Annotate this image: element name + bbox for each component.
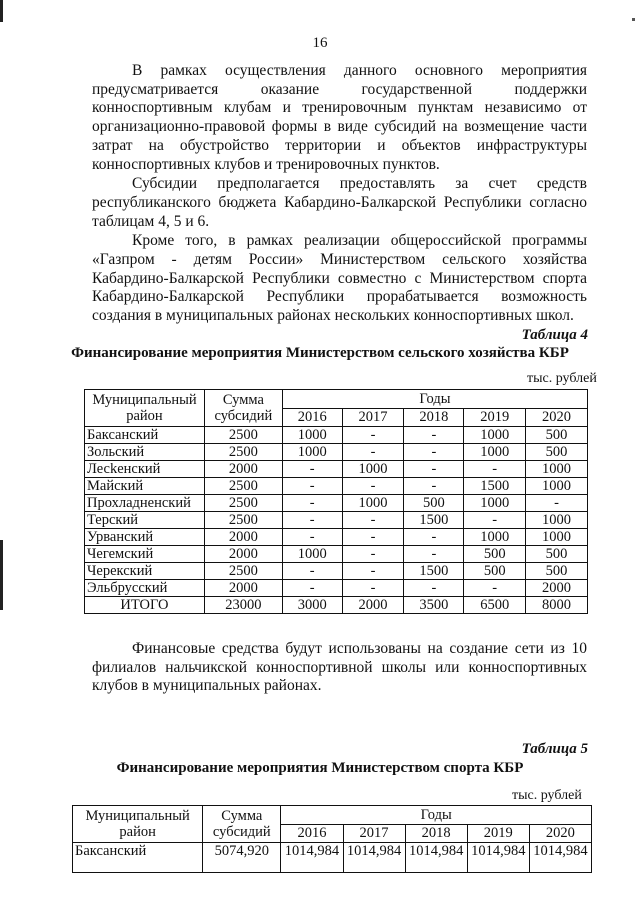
table4-caption: Таблица 4 bbox=[521, 327, 588, 343]
table4-district: Урванский bbox=[85, 529, 205, 546]
table4-value-2017: - bbox=[342, 512, 404, 529]
table4-value-2018: - bbox=[404, 478, 464, 495]
table4-value-2018: 1500 bbox=[404, 563, 464, 580]
table5-units: тыс. рублей bbox=[512, 788, 582, 803]
table4-value-2018: - bbox=[404, 444, 464, 461]
page-number: 16 bbox=[312, 35, 328, 51]
table5-sum: 5074,920 bbox=[203, 843, 281, 873]
table4-year-2017: 2017 bbox=[342, 408, 404, 427]
table4-value-2016: 1000 bbox=[282, 546, 342, 563]
table4-header-years: Годы bbox=[282, 390, 587, 409]
table4-value-2016: - bbox=[282, 478, 342, 495]
paragraph-1: В рамках осуществления данного основного мероприятия предусматривается оказание государственной поддержки конноспортивным клубам и тренировочным пунктам независимо от организационно-правовой формы в виде субсидий на возмещение части затрат на обустройство территории и объектов инфраструктуры конноспортивных клубов и тренировочных пунктов. bbox=[92, 62, 587, 173]
table4-value-2019: 500 bbox=[464, 563, 526, 580]
table4-value-2020: 1000 bbox=[526, 461, 588, 478]
table4-total-2020: 8000 bbox=[526, 597, 588, 614]
table4-value-2019: 1000 bbox=[464, 444, 526, 461]
after-table4-text bbox=[92, 640, 587, 696]
table5-title: Финансирование мероприятия Министерством спорта КБР bbox=[116, 760, 524, 776]
table4-total-label: ИТОГО bbox=[85, 597, 205, 614]
table-row bbox=[85, 529, 588, 546]
table4-sum: 2500 bbox=[204, 427, 282, 444]
table4-district: Черекский bbox=[85, 563, 205, 580]
table5-year-2018: 2018 bbox=[405, 824, 467, 843]
table-row bbox=[85, 444, 588, 461]
table4-total-2019: 6500 bbox=[464, 597, 526, 614]
table4-year-2019: 2019 bbox=[464, 408, 526, 427]
table4-value-2020: 2000 bbox=[526, 580, 588, 597]
table4-value-2017: 1000 bbox=[342, 461, 404, 478]
table4-district: Зольский bbox=[85, 444, 205, 461]
table5-value-2016: 1014,984 bbox=[281, 843, 343, 873]
table4-value-2020: 500 bbox=[526, 427, 588, 444]
table4-value-2017: - bbox=[342, 546, 404, 563]
table5-year-2020: 2020 bbox=[529, 824, 591, 843]
table-row bbox=[85, 478, 588, 495]
table4-value-2018: - bbox=[404, 546, 464, 563]
table4-value-2016: - bbox=[282, 580, 342, 597]
table5 bbox=[72, 805, 592, 873]
table4-district: Чегемский bbox=[85, 546, 205, 563]
table4-value-2016: - bbox=[282, 512, 342, 529]
table4-value-2016: - bbox=[282, 563, 342, 580]
table4-year-2016: 2016 bbox=[282, 408, 342, 427]
table4-value-2018: - bbox=[404, 461, 464, 478]
table4-value-2017: - bbox=[342, 444, 404, 461]
table4-value-2016: 1000 bbox=[282, 444, 342, 461]
table-row bbox=[85, 563, 588, 580]
table4-sum: 2000 bbox=[204, 546, 282, 563]
table4-total-sum: 23000 bbox=[204, 597, 282, 614]
table4-title: Финансирование мероприятия Министерством сельского хозяйства КБР bbox=[71, 345, 569, 361]
table4-sum: 2000 bbox=[204, 461, 282, 478]
table4-sum: 2500 bbox=[204, 478, 282, 495]
table4-header-district: Муниципальный район bbox=[85, 390, 205, 427]
table-row bbox=[85, 461, 588, 478]
table5-value-2018: 1014,984 bbox=[405, 843, 467, 873]
table5-year-2017: 2017 bbox=[343, 824, 405, 843]
table4-value-2019: 1000 bbox=[464, 427, 526, 444]
table-row bbox=[85, 580, 588, 597]
table4-value-2017: - bbox=[342, 529, 404, 546]
table4-value-2017: - bbox=[342, 427, 404, 444]
table4-value-2017: - bbox=[342, 563, 404, 580]
table4-value-2018: 1500 bbox=[404, 512, 464, 529]
table4-sum: 2000 bbox=[204, 529, 282, 546]
table5-value-2020: 1014,984 bbox=[529, 843, 591, 873]
table4-district: Прохладненский bbox=[85, 495, 205, 512]
table4-value-2019: 1000 bbox=[464, 529, 526, 546]
table4-value-2020: - bbox=[526, 495, 588, 512]
table4-value-2016: 1000 bbox=[282, 427, 342, 444]
table4-value-2018: 500 bbox=[404, 495, 464, 512]
table4-value-2020: 1000 bbox=[526, 529, 588, 546]
table4-value-2019: 1000 bbox=[464, 495, 526, 512]
table4-value-2019: - bbox=[464, 512, 526, 529]
table4-value-2017: - bbox=[342, 580, 404, 597]
table4-units: тыс. рублей bbox=[527, 371, 597, 386]
table4-value-2019: 500 bbox=[464, 546, 526, 563]
table4-value-2020: 1000 bbox=[526, 512, 588, 529]
table5-value-2019: 1014,984 bbox=[467, 843, 529, 873]
table4-district: Эльбрусский bbox=[85, 580, 205, 597]
table4-value-2019: - bbox=[464, 461, 526, 478]
table4-sum: 2500 bbox=[204, 444, 282, 461]
scan-dot-top-right bbox=[632, 18, 635, 21]
table5-year-2016: 2016 bbox=[281, 824, 343, 843]
paragraph-2: Субсидии предполагается предоставлять за счет средств республиканского бюджета Кабардино-Балкарской Республики согласно таблицам 4, 5 и 6. bbox=[92, 175, 587, 230]
table5-value-2017: 1014,984 bbox=[343, 843, 405, 873]
table4-district: Терский bbox=[85, 512, 205, 529]
table4-total-2017: 2000 bbox=[342, 597, 404, 614]
table4 bbox=[84, 389, 588, 614]
table4-sum: 2500 bbox=[204, 563, 282, 580]
table-row bbox=[85, 495, 588, 512]
table4-total-row bbox=[85, 597, 588, 614]
table5-header-subsidy: Сумма субсидий bbox=[203, 806, 281, 843]
table4-sum: 2500 bbox=[204, 512, 282, 529]
table4-body bbox=[85, 427, 588, 597]
scan-edge-mark-middle bbox=[0, 540, 3, 610]
table4-district: Лесkенский bbox=[85, 461, 205, 478]
table4-value-2016: - bbox=[282, 495, 342, 512]
table4-year-2018: 2018 bbox=[404, 408, 464, 427]
table4-value-2020: 500 bbox=[526, 563, 588, 580]
table4-total-2018: 3500 bbox=[404, 597, 464, 614]
scan-edge-mark-top bbox=[0, 0, 3, 22]
table4-value-2018: - bbox=[404, 580, 464, 597]
paragraph-after-table4: Финансовые средства будут использованы на создание сети из 10 филиалов нальчикской конноспортивной школы или конноспортивных клубов в муниципальных районах. bbox=[92, 640, 587, 695]
table4-total-2016: 3000 bbox=[282, 597, 342, 614]
table4-sum: 2000 bbox=[204, 580, 282, 597]
table4-district: Майский bbox=[85, 478, 205, 495]
table5-caption: Таблица 5 bbox=[521, 741, 588, 757]
table5-year-2019: 2019 bbox=[467, 824, 529, 843]
table4-value-2017: 1000 bbox=[342, 495, 404, 512]
table-row bbox=[85, 427, 588, 444]
table4-value-2018: - bbox=[404, 427, 464, 444]
table-row bbox=[85, 546, 588, 563]
table4-header-subsidy: Сумма субсидий bbox=[204, 390, 282, 427]
table-row bbox=[85, 512, 588, 529]
table4-sum: 2500 bbox=[204, 495, 282, 512]
table4-year-2020: 2020 bbox=[526, 408, 588, 427]
table4-district: Баксанский bbox=[85, 427, 205, 444]
table4-value-2018: - bbox=[404, 529, 464, 546]
table4-value-2019: - bbox=[464, 580, 526, 597]
intro-text bbox=[92, 62, 587, 326]
table4-value-2020: 1000 bbox=[526, 478, 588, 495]
table5-row bbox=[73, 843, 592, 873]
table4-value-2020: 500 bbox=[526, 444, 588, 461]
table5-header-years: Годы bbox=[281, 806, 592, 825]
table4-value-2016: - bbox=[282, 529, 342, 546]
paragraph-3: Кроме того, в рамках реализации общероссийской программы «Газпром - детям России» Министерством сельского хозяйства Кабардино-Балкарской Республики совместно с Министерством спорта Кабардино-Балкарской Республики прорабатывается возможность создания в муниципальных районах нескольких конноспортивных школ. bbox=[92, 232, 587, 325]
table4-value-2017: - bbox=[342, 478, 404, 495]
table5-district: Баксанский bbox=[73, 843, 203, 873]
table4-value-2019: 1500 bbox=[464, 478, 526, 495]
table5-header-district: Муниципальный район bbox=[73, 806, 203, 843]
table4-value-2020: 500 bbox=[526, 546, 588, 563]
table4-value-2016: - bbox=[282, 461, 342, 478]
